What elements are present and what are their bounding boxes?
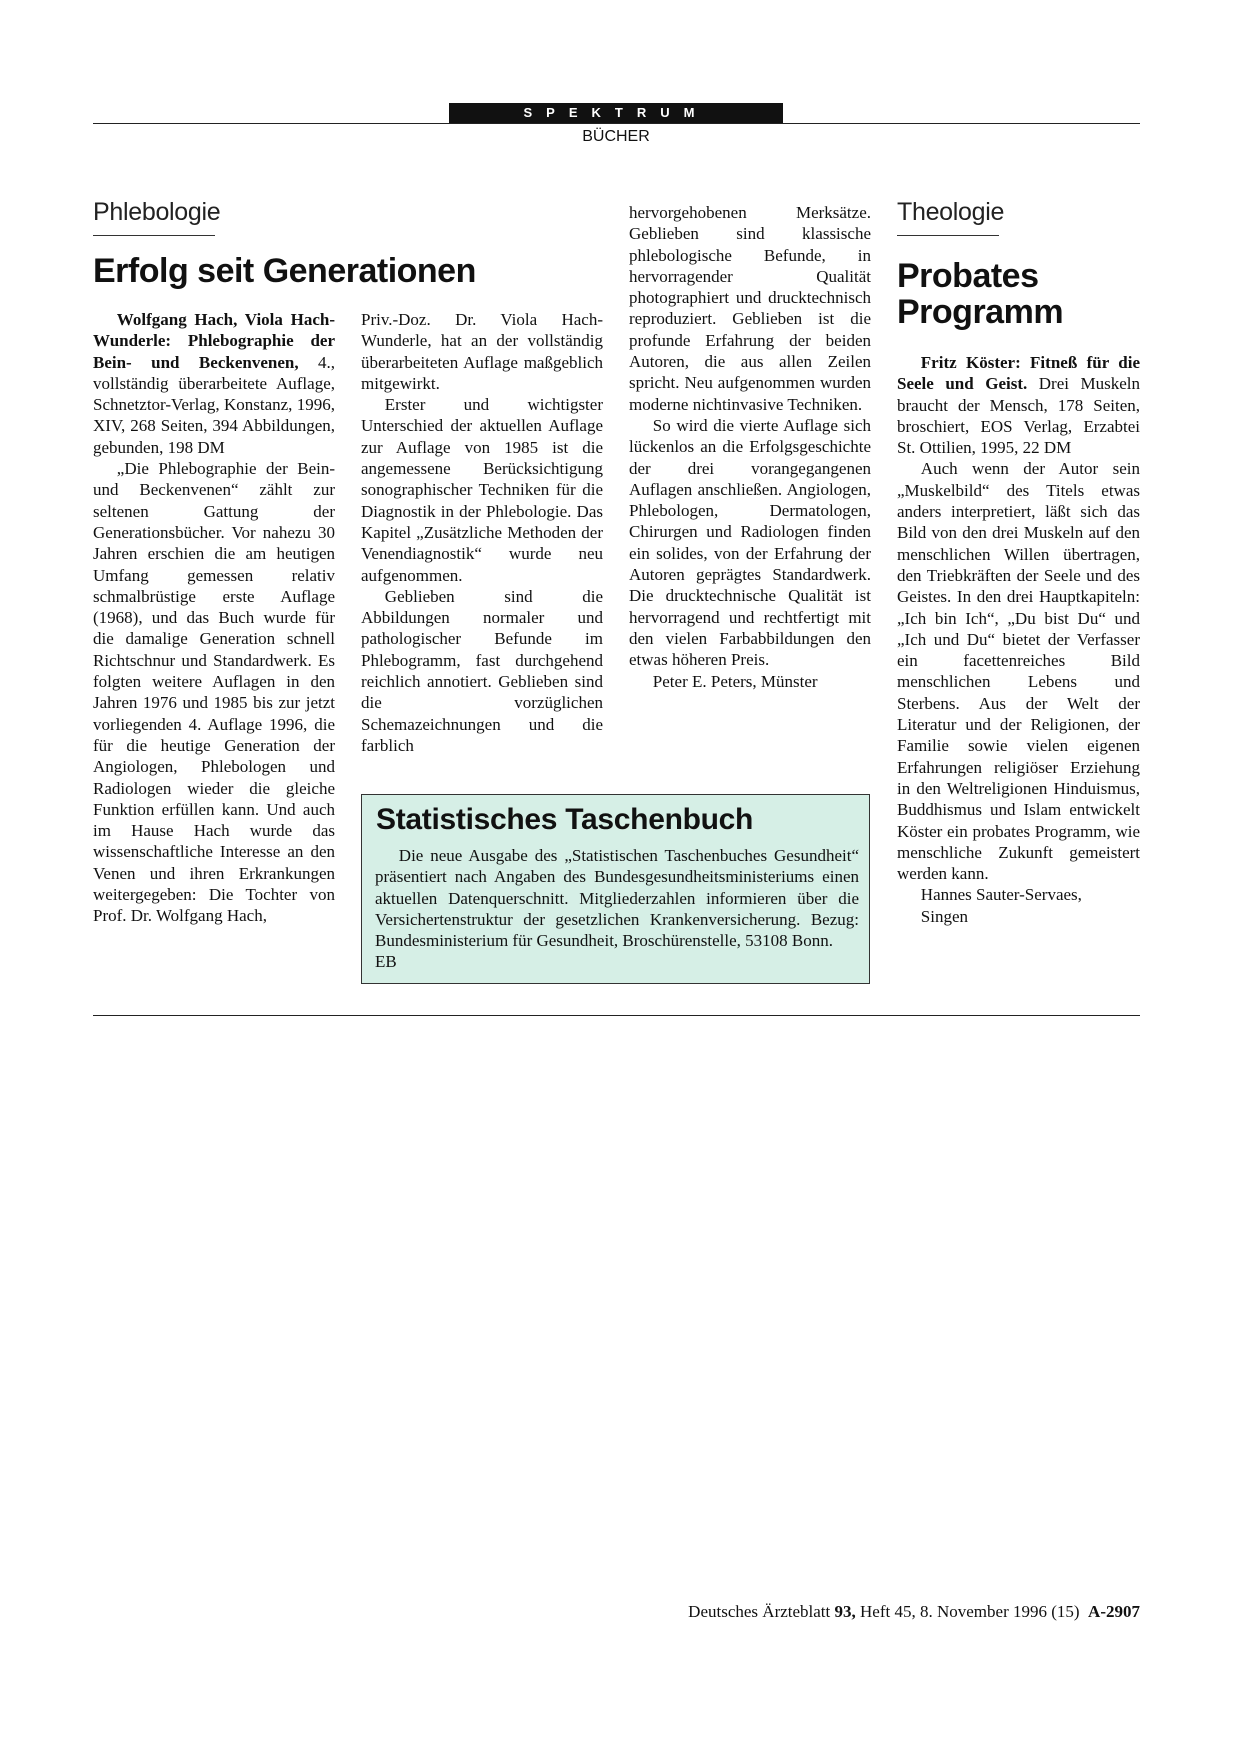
footer-page-number: A-2907 bbox=[1088, 1602, 1140, 1621]
article1-paragraph-1: „Die Phlebographie der Bein- und Beckenvenen“ zählt zur seltenen Gattung der Generationsbücher. Vor nahezu 30 Jahren erschien die am heutigen Umfang gemessen relativ schmalbrüstige erste Auflage (1968), und das Buch wurde für die damalige Generation schnell Richtschnur und Standardwerk. Es folgten weitere Auflagen in den Jahren 1976 und 1985 bis zur jetzt vorliegenden 4. Auflage 1996, die für die heutige Generation der Angiologen, Phlebologen und Radiologen wieder die gleiche Funktion erfüllen kann. Und auch im Hause Hach wurde das wissenschaftliche Interesse an den Venen und ihren Erkrankungen weitergegeben: Die Tochter von Prof. Dr. Wolfgang Hach, bbox=[93, 459, 335, 926]
info-box-signature: EB bbox=[375, 952, 397, 972]
article1-biblio bbox=[93, 309, 335, 458]
footer-issue: Heft 45, 8. November 1996 (15) bbox=[855, 1602, 1089, 1621]
article2-biblio-rest: Drei Muskeln braucht der Mensch, 178 Seiten, broschiert, EOS Verlag, Erzabtei St. Ottilien, 1995, 22 DM bbox=[897, 374, 1140, 458]
article1-biblio-rest: 4., vollständig überarbeitete Auflage, Schnetztor-Verlag, Konstanz, 1996, XIV, 268 Seiten, 394 Abbildungen, gebunden, 198 DM bbox=[93, 352, 335, 457]
section-banner: SPEKTRUM bbox=[449, 103, 783, 123]
article1-rubric-underline bbox=[93, 235, 215, 236]
article2-signature-line-1: Hannes Sauter-Servaes, bbox=[920, 885, 1082, 905]
article2-rubric: Theologie bbox=[897, 198, 1005, 226]
header-rule bbox=[93, 123, 1140, 124]
subsection-label: BÜCHER bbox=[582, 128, 650, 145]
article1-paragraph-3: Geblieben sind die Abbildungen normaler und pathologischer Befunde im Phlebogramm, fast durchgehend reichlich annotiert. Geblieben sind die vorzüglichen Schemazeichnungen und die farblich bbox=[361, 586, 603, 755]
article2-biblio bbox=[897, 352, 1140, 458]
article2-paragraph-1: Auch wenn der Autor sein „Muskelbild“ des Titels etwas anders interpretiert, läßt sich das Bild von den drei Muskeln auf den menschlichen Willen übertragen, den Triebkräften der Seele und des Geistes. In den drei Hauptkapiteln: „Ich bin Ich“, „Du bist Du“ und „Ich und Du“ bietet der Verfasser ein facettenreiches Bild menschlichen Lebens und Sterbens. Aus der Welt der Literatur und der Religionen, der Familie sowie vielen eigenen Erfahrungen religiöser Erziehung in den Weltreligionen Hinduismus, Buddhismus und Islam entwickelt Köster ein probates Programm, wie menschliche Zukunft gemeistert werden kann. bbox=[897, 459, 1140, 884]
article1-paragraph-2: Erster und wichtigster Unterschied der aktuellen Auflage zur Auflage von 1985 ist die angemessene Berücksichtigung sonographischer Techniken für die Diagnostik in der Phlebologie. Das Kapitel „Zusätzliche Methoden der Venendiagnostik“ wurde neu aufgenommen. bbox=[361, 395, 603, 585]
article1-column-3 bbox=[629, 202, 871, 692]
article1-column-2 bbox=[361, 309, 603, 756]
article2-rubric-underline bbox=[897, 235, 999, 236]
footer-journal: Deutsches Ärzteblatt bbox=[688, 1602, 835, 1621]
article1-biblio-bold: Wolfgang Hach, Viola Hach-Wunderle: Phlebographie der Bein- und Beckenvenen, bbox=[93, 310, 335, 372]
info-box-body: Die neue Ausgabe des „Statistischen Taschenbuches Gesundheit“ präsentiert nach Angaben des Bundesgesundheitsministeriums einen aktuellen Datenquerschnitt. Mitgliederzahlen informieren über die Versichertenstruktur der gesetzlichen Krankenversicherung. Bezug: Bundesministerium für Gesundheit, Broschürenstelle, 53108 Bonn. bbox=[375, 846, 859, 951]
article2-title-line-1: Probates bbox=[897, 257, 1039, 295]
footer-rule bbox=[93, 1015, 1140, 1016]
article1-paragraph-4: So wird die vierte Auflage sich lückenlos an die Erfolgsgeschichte der drei vorangegangenen Auflagen anschließen. Angiologen, Phlebologen, Dermatologen, Chirurgen und Radiologen finden ein solides, von der Erfahrung der Autoren geprägtes Standardwerk. Die drucktechnische Qualität ist hervorragend und rechtfertigt mit den vielen Farbabbildungen den etwas höheren Preis. bbox=[629, 415, 871, 670]
info-box bbox=[361, 794, 870, 984]
article2-column bbox=[897, 352, 1140, 927]
article2-biblio-bold: Fritz Köster: Fitneß für die Seele und Geist. bbox=[897, 353, 1140, 394]
article2-title bbox=[897, 258, 1140, 330]
article2-title-line-2: Programm bbox=[897, 293, 1064, 331]
info-box-title: Statistisches Taschenbuch bbox=[376, 803, 754, 836]
article2-signature-line-2: Singen bbox=[920, 906, 969, 926]
article1-title: Erfolg seit Generationen bbox=[93, 252, 476, 290]
footer-volume: 93, bbox=[834, 1602, 856, 1621]
info-box-text bbox=[375, 845, 859, 973]
article1-signature: Peter E. Peters, Münster bbox=[652, 671, 818, 691]
page-footer bbox=[688, 1602, 1140, 1622]
article1-rubric: Phlebologie bbox=[93, 198, 221, 226]
article1-paragraph-3-continued: hervorgehobenen Merksätze. Geblieben sind klassische phlebologische Befunde, in hervorragender Qualität photographiert und drucktechnisch reproduziert. Geblieben ist die profunde Erfahrung der beiden Autoren, die aus allen Zeilen spricht. Neu aufgenommen wurden moderne nichtinvasive Techniken. bbox=[629, 203, 871, 414]
article1-paragraph-1-continued: Priv.-Doz. Dr. Viola Hach-Wunderle, hat an der vollständig überarbeiteten Auflage maßgeblich mitgewirkt. bbox=[361, 310, 603, 393]
article1-column-1 bbox=[93, 309, 335, 927]
